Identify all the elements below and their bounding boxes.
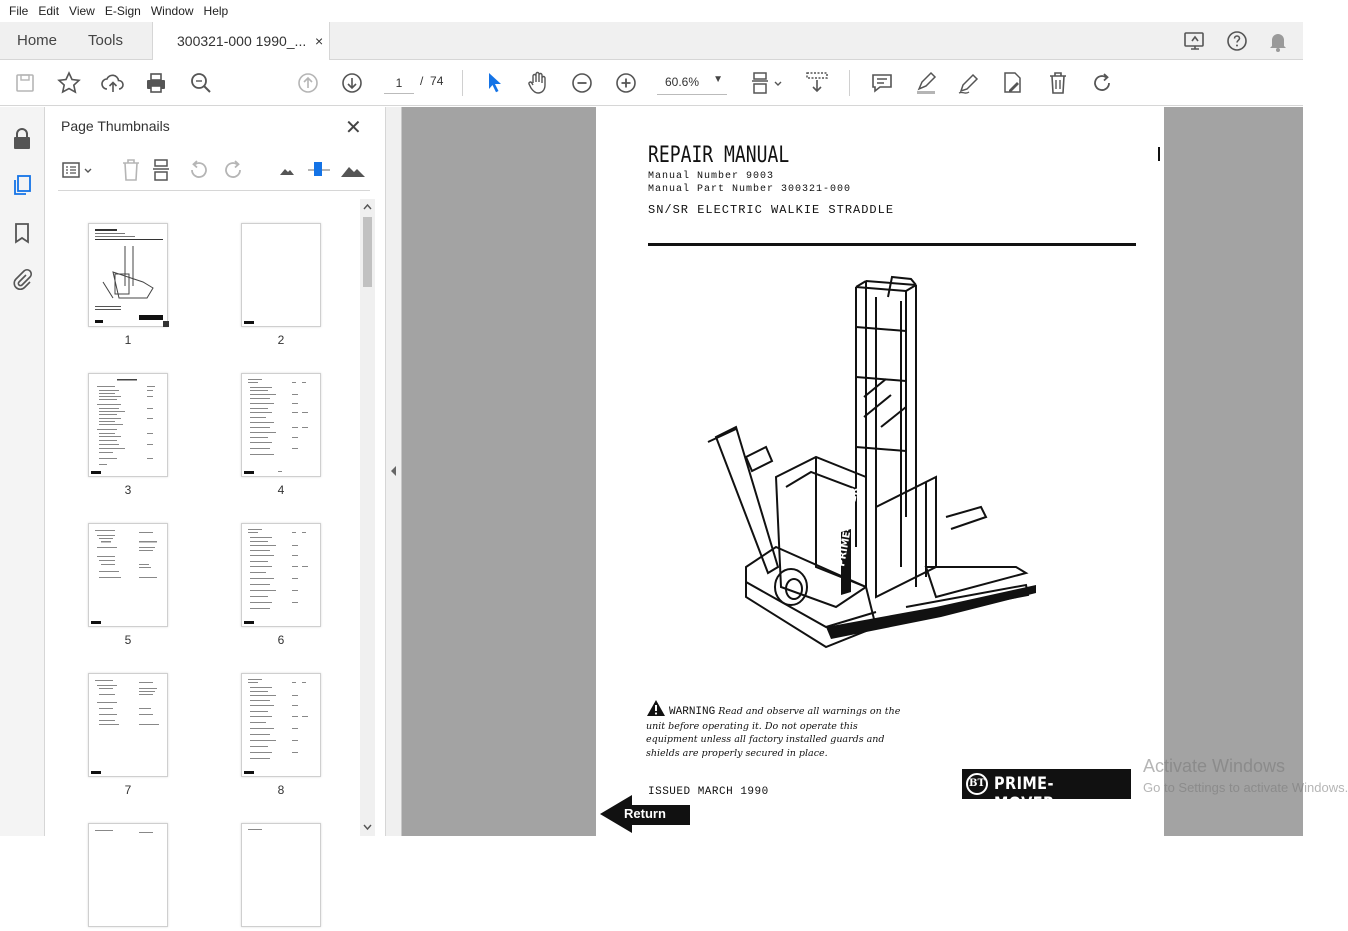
select-cursor-icon[interactable] [481,70,507,96]
thumbnail-page-7[interactable] [88,673,168,777]
thumbnail-page-6[interactable] [241,523,321,627]
thumbnail-number: 3 [124,483,132,497]
title-rule [648,243,1136,246]
menu-edit[interactable]: Edit [38,4,60,18]
issued-date: ISSUED MARCH 1990 [648,786,769,798]
draw-pencil-icon[interactable] [956,70,982,96]
search-zoom-icon[interactable] [188,70,214,96]
document-subtitle: SN/SR ELECTRIC WALKIE STRADDLE [648,203,895,217]
return-button[interactable] [600,795,690,833]
thumbnail-number: 5 [124,633,132,647]
close-panel-button[interactable]: ✕ [345,117,362,139]
lock-icon[interactable] [10,127,34,151]
menu-window[interactable]: Window [150,4,194,18]
page-total [420,74,443,88]
manual-number: Manual Number 9003 [648,171,775,182]
walkie-straddle-illustration [706,267,1046,647]
thumbnail-scrollbar[interactable] [360,199,375,836]
next-page-icon[interactable] [339,70,365,96]
activate-windows-watermark: Activate Windows [1143,756,1286,776]
document-title: REPAIR MANUAL [648,143,790,168]
close-tab-button[interactable]: × [315,33,324,49]
thumbnail-number: 2 [277,333,285,347]
comment-icon[interactable] [869,70,895,96]
scroll-down-icon[interactable] [363,823,372,831]
thumbnails-panel [45,107,385,836]
left-rail [0,107,45,836]
return-label: Return [624,806,666,821]
brand-name: PRIME-MOVER [994,774,1055,814]
rotate-left-icon[interactable] [186,157,212,183]
zoom-in-icon[interactable] [613,70,639,96]
thumbnail-page-3[interactable] [88,373,168,477]
warning-label: WARNING [669,706,716,718]
thumbnail-page-8[interactable] [241,673,321,777]
upload-cloud-icon[interactable] [100,70,126,96]
activate-windows-subtext: Go to Settings to activate Windows. [1143,780,1348,795]
save-icon[interactable] [12,70,38,96]
zoom-select[interactable] [657,71,727,95]
tab-tools[interactable]: Tools [88,32,124,49]
prime-mover-logo [962,769,1131,814]
thumbnail-toolbar [58,151,370,191]
page-edge-mark [1158,147,1160,161]
zoom-value: 60.6% [665,75,700,89]
warning-notice [646,699,906,760]
thumbnail-number: 4 [277,483,285,497]
redo-rotate-icon[interactable] [1089,70,1115,96]
toolbar-divider [462,70,463,96]
menu-view[interactable]: View [69,4,95,18]
thumbnail-page-5[interactable] [88,523,168,627]
page-separator: / [420,74,424,88]
menu-file[interactable]: File [9,4,29,18]
thumbnail-number: 1 [124,333,132,347]
bookmark-icon[interactable] [10,221,34,245]
thumbnail-number: 8 [277,783,285,797]
thumbnail-page-2[interactable] [241,223,321,327]
menu-esign[interactable]: E-Sign [104,4,141,18]
thumbnail-number: 7 [124,783,132,797]
menu-bar [0,0,1303,22]
thumbnail-page-4[interactable] [241,373,321,477]
toolbar [0,60,1303,106]
thumbnail-size-slider[interactable] [306,157,332,183]
illustration-brand-decal: PRIME-MOVER [836,486,861,568]
rotate-right-icon[interactable] [220,157,246,183]
thumbnail-page-1[interactable] [88,223,168,327]
tab-document[interactable] [152,22,330,61]
zoom-out-icon[interactable] [569,70,595,96]
bt-logo-icon: BT [966,773,988,795]
thumbnail-number: 6 [277,633,285,647]
share-screen-icon[interactable] [1183,29,1207,53]
document-page [596,107,1164,836]
tab-home[interactable]: Home [17,32,58,49]
panel-title: Page Thumbnails [61,118,170,134]
warning-triangle-icon [646,699,666,717]
collapse-panel-icon[interactable] [390,465,398,477]
menu-help[interactable]: Help [203,4,229,18]
tab-bar [0,22,1303,60]
hand-tool-icon[interactable] [525,70,551,96]
warning-text: Read and observe all warnings on the unit before operating it. Do not operate this equipment unless all factory installed guards and shields are properly secured in place. [646,706,901,759]
thumbnail-page-10[interactable] [241,823,321,927]
scroll-up-icon[interactable] [363,203,372,211]
delete-trash-icon[interactable] [1045,70,1071,96]
panel-splitter[interactable] [385,107,402,836]
total-pages: 74 [430,74,444,88]
scroll-thumb[interactable] [363,217,372,287]
print-icon[interactable] [143,70,169,96]
previous-page-icon[interactable] [295,70,321,96]
document-tab-title: 300321-000 1990_... [177,33,307,49]
highlight-pen-icon[interactable] [913,70,939,96]
insert-page-icon[interactable] [150,157,176,183]
document-viewer[interactable] [402,107,1303,836]
scroll-mode-icon[interactable] [804,70,830,96]
help-icon[interactable] [1225,29,1249,53]
bookmark-star-icon[interactable] [56,70,82,96]
options-menu-icon[interactable] [60,157,96,183]
page-fit-icon[interactable] [749,70,785,96]
toolbar-divider [849,70,850,96]
page-thumbnails-icon[interactable] [10,173,34,197]
fill-sign-icon[interactable] [1000,70,1026,96]
large-mountain-icon[interactable] [340,157,366,183]
attachment-paperclip-icon[interactable] [10,267,34,291]
thumbnail-page-9[interactable] [88,823,168,927]
chevron-down-icon: ▼ [713,74,723,85]
small-mountain-icon[interactable] [274,157,300,183]
delete-page-icon[interactable] [118,157,144,183]
manual-part-number: Manual Part Number 300321-000 [648,184,852,195]
page-number-input[interactable] [384,72,414,94]
notifications-bell-icon[interactable] [1266,29,1290,53]
thumbnail-list [45,199,375,836]
